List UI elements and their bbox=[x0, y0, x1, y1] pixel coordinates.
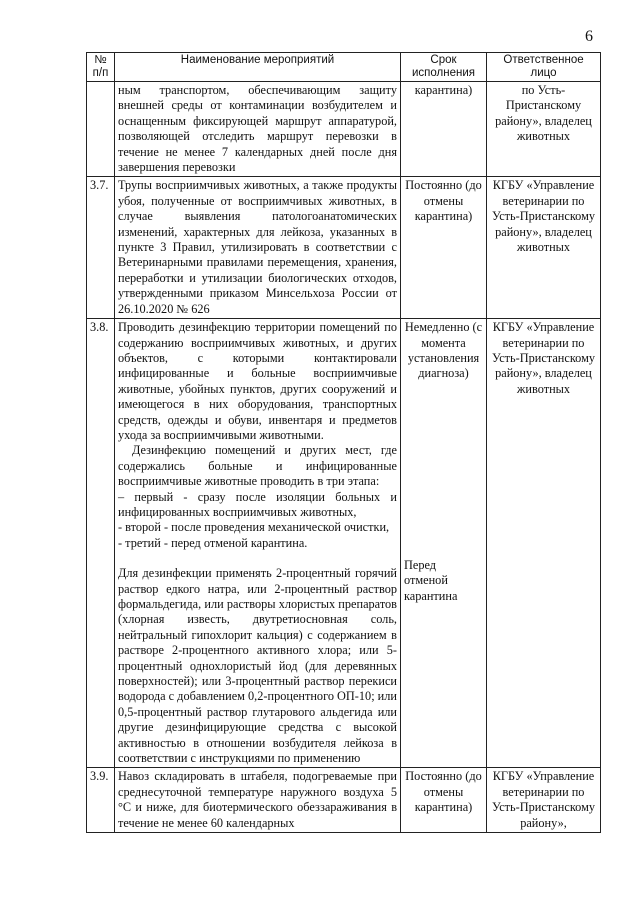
term-primary: Немедленно (с момента установления диагноза) bbox=[404, 320, 483, 381]
action-list-item: - второй - после проведения механической очистки, bbox=[118, 520, 390, 535]
header-num: № п/п bbox=[87, 53, 115, 82]
row-term: Постоянно (до отмены карантина) bbox=[401, 768, 487, 833]
row-action bbox=[115, 82, 401, 177]
row-num: 3.9. bbox=[87, 768, 115, 833]
action-paragraph: Навоз складировать в штабеля, подогреваемые при среднесуточной температуре наружного воздуха 5 °С и ниже, для биотермического обеззараживания в течение не менее 60 календарных bbox=[118, 769, 397, 830]
row-action bbox=[115, 177, 401, 319]
row-action bbox=[115, 319, 401, 768]
table-row bbox=[87, 82, 601, 177]
action-paragraph: Проводить дезинфекцию территории помещений по содержанию восприимчивых животных, и других объектов, с которыми контактировали инфицированные и больные восприимчивые животные, убойных пунктов, других сооружений и имеющегося в них оборудования, транспортных средств, одежды и обуви, инвентаря и предметов ухода за восприимчивыми животными. bbox=[118, 320, 397, 442]
row-num bbox=[87, 82, 115, 177]
row-responsible: по Усть-Пристанскому району», владелец животных bbox=[487, 82, 601, 177]
row-responsible: КГБУ «Управление ветеринарии по Усть-Пристанскому району», владелец животных bbox=[487, 177, 601, 319]
term-secondary: Перед отменой карантина bbox=[404, 557, 458, 603]
row-term: Постоянно (до отмены карантина) bbox=[401, 177, 487, 319]
action-paragraph: Для дезинфекции применять 2-процентный горячий раствор едкого натра, или 2-процентный раствор формальдегида, или растворы хлористых препаратов (хлорная известь, двутретиосновная соль, нейтральный гипохлорит кальция) с содержанием в растворе 2-процентного активного хлора; или 5-процентный однохлористый йод (для деревянных поверхностей); или 3-процентный раствор перекиси водорода с добавлением 0,2-процентного ОП-10; или 0,5-процентный раствор глутарового альдегида или другие дезинфицирующие средства с высокой активностью в отношении возбудителя лейкоза в соответствии с инструкциями по применению bbox=[118, 566, 397, 766]
table-header-row bbox=[87, 53, 601, 82]
table-row bbox=[87, 177, 601, 319]
measures-table bbox=[86, 52, 601, 833]
row-term: карантина) bbox=[401, 82, 487, 177]
row-num: 3.8. bbox=[87, 319, 115, 768]
action-paragraph: Дезинфекцию помещений и других мест, где содержались больные и инфицированные восприимчивые животные проводить в три этапа: bbox=[118, 443, 397, 489]
action-paragraph: Трупы восприимчивых животных, а также продукты убоя, полученные от восприимчивых животных, в случае выявления патологоанатомических изменений, характерных для лейкоза, указанных в пункте 3 Правил, утилизировать в соответствии с Ветеринарными правилами перемещения, хранения, переработки и утилизации биологических отходов, утвержденными приказом Минсельхоза России от 26.10.2020 № 626 bbox=[118, 178, 397, 316]
row-responsible: КГБУ «Управление ветеринарии по Усть-Пристанскому району», bbox=[487, 768, 601, 833]
row-action bbox=[115, 768, 401, 833]
header-term: Срок исполнения bbox=[401, 53, 487, 82]
row-num: 3.7. bbox=[87, 177, 115, 319]
action-list-item: – первый - сразу после изоляции больных и инфицированных восприимчивых животных, bbox=[118, 489, 397, 519]
table-row bbox=[87, 768, 601, 833]
header-responsible: Ответственное лицо bbox=[487, 53, 601, 82]
action-paragraph: ным транспортом, обеспечивающим защиту внешней среды от контаминации возбудителем и оснащенным фиксирующей маршрут аппаратурой, позволяющей отследить маршрут перевозки в течение не менее 7 календарных дней после дня завершения перевозки bbox=[118, 83, 397, 175]
table-row bbox=[87, 319, 601, 768]
action-list-item: - третий - перед отменой карантина. bbox=[118, 535, 308, 550]
row-responsible: КГБУ «Управление ветеринарии по Усть-Пристанскому району», владелец животных bbox=[487, 319, 601, 768]
header-action: Наименование мероприятий bbox=[115, 53, 401, 82]
page-number: 6 bbox=[585, 28, 593, 45]
row-term bbox=[401, 319, 487, 768]
